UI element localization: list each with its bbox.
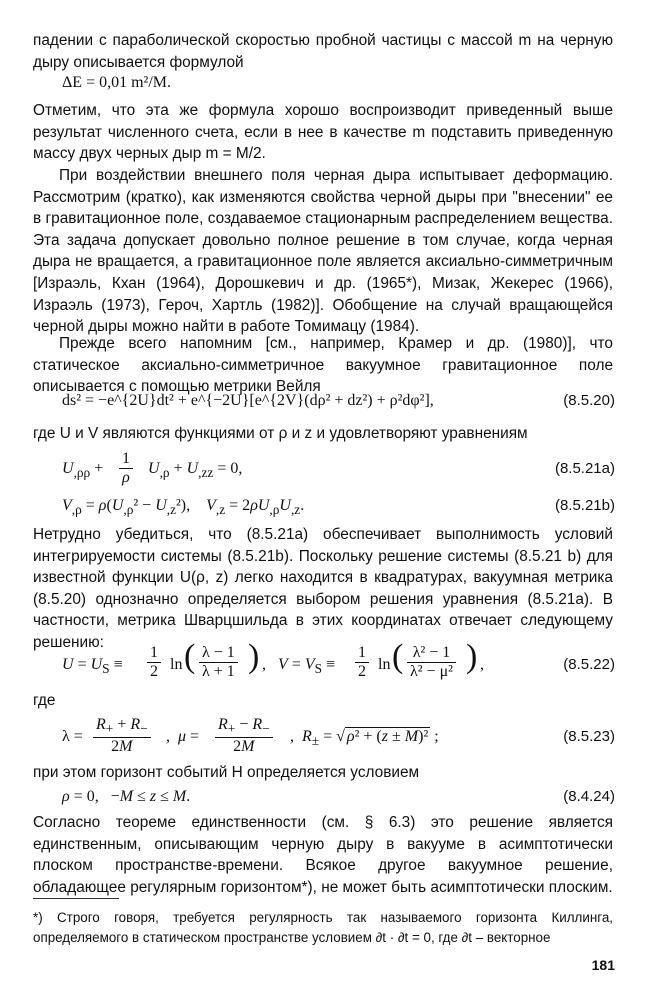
equation-number-8-4-24: (8.4.24) [563, 788, 615, 805]
equation-number-8-5-21b: (8.5.21b) [554, 497, 615, 514]
page-number: 181 [591, 957, 615, 973]
footnote-divider [33, 898, 119, 899]
equation-schwarzschild-potentials: $U = U_S$ ≡ $\frac{1}{2}$ ln ( $\frac{\lambda - 1}{\lambda + 1}$ ) , $V = V_S$ ≡ $\frac{1}{2}$ ln ( $\frac{\text{λ² − 1}}{\text{λ² − μ²}}$ ) , (8.5.22) [62, 638, 615, 680]
paragraph-2: При воздействии внешнего поля черная дыра испытывает деформацию. Рассмотрим (кратко), как изменяются свойства черной дыры при "внесении" ее в гравитационное поле, создаваемое стационарным распределением вещества. Эта задача допускает довольно полное решение в том случае, когда черная дыра не вращается, а гравитационное поле является аксиально-симметричным [Израэль, Кхан (1964), Дорошкевич и др. (1965*), Мизак, Жекерес (1966), Израэль (1973), Героч, Хартль (1982)]. Обобщение на случай вращающейся черной дыры можно найти в работе Томимацу (1984). [33, 167, 613, 336]
equation-laplace: $U_{,\rho\rho}$ + $\frac{1}{\rho}$ $U_{,\rho} + U_{,zz} = 0$, (8.5.21a) [62, 450, 615, 486]
paragraph-7: при этом горизонт событий H определяется условием [33, 764, 420, 781]
equation-number-8-5-23: (8.5.23) [563, 728, 615, 745]
equation-lambda-mu: λ = $\frac{R_+ + R_-}{2M}$ , μ = $\frac{R_+ - R_-}{2M}$ , $R_\pm$ = √ ρ² + (z ± M)² ; (8.5.23) [62, 716, 615, 756]
equation-energy: ΔE = 0,01 m²/M. [62, 74, 171, 91]
paragraph-8: Согласно теореме единственности (см. § 6.3) это решение является единственным, описывающим черную дыру в вакууме в асимптотически плоском пространстве-времени. Всякое другое вакуумное решение, обладающее регулярным горизонтом*), не может быть асимптотически плоским. [33, 814, 613, 896]
equation-horizon-condition: ρ = 0, −M ≤ z ≤ M. (8.4.24) [62, 788, 615, 805]
equation-number-8-5-22: (8.5.22) [563, 656, 615, 673]
equation-number-8-5-20: (8.5.20) [563, 392, 615, 409]
paragraph-6: где [33, 692, 56, 709]
equation-number-8-5-21a: (8.5.21a) [554, 460, 615, 477]
equation-weyl-metric [62, 392, 615, 410]
paragraph-0: падении с параболической скоростью пробной частицы с массой m на черную дыру описывается формулой [33, 32, 613, 71]
paragraph-5: Нетрудно убедиться, что (8.5.21a) обеспечивает выполнимость условий интегрируемости системы (8.5.21b). Поскольку решение системы (8.5.21 b) для известной функции U(ρ, z) легко находится в квадратурах, вакуумная метрика (8.5.20) однозначно определяется выбором решения уравнения (8.5.21a). В частности, метрика Шварцшильда в этих координатах отвечает следующему решению: [33, 526, 613, 651]
paragraph-1: Отметим, что эта же формула хорошо воспроизводит приведенный выше результат численного счета, если в нее в качестве m подставить приведенную массу двух черных дыр m = M/2. [33, 102, 613, 163]
equation-weyl-body: ds² = −e^{2U}dt² + e^{−2U}[e^{2V}(dρ² + dz²) + ρ²dφ²], [62, 392, 434, 409]
footnote: *) Строго говоря, требуется регулярность так называемого горизонта Киллинга, определяемого в статическом пространстве условием ∂t · ∂t = 0, где ∂t – векторное [33, 910, 613, 945]
paragraph-4: где U и V являются функциями от ρ и z и удовлетворяют уравнениям [33, 425, 528, 442]
paragraph-3: Прежде всего напомним [см., например, Крамер и др. (1980)], что статическое аксиально-симметричное вакуумное гравитационное поле описывается с помощью метрики Вейля [33, 335, 613, 396]
equation-system: $V_{,\rho} = \rho(U_{,\rho}^2 - U_{,z}^2)$, $V_{,z} = 2\rho U_{,\rho}U_{,z}$. (8.5.21b) [62, 497, 615, 518]
